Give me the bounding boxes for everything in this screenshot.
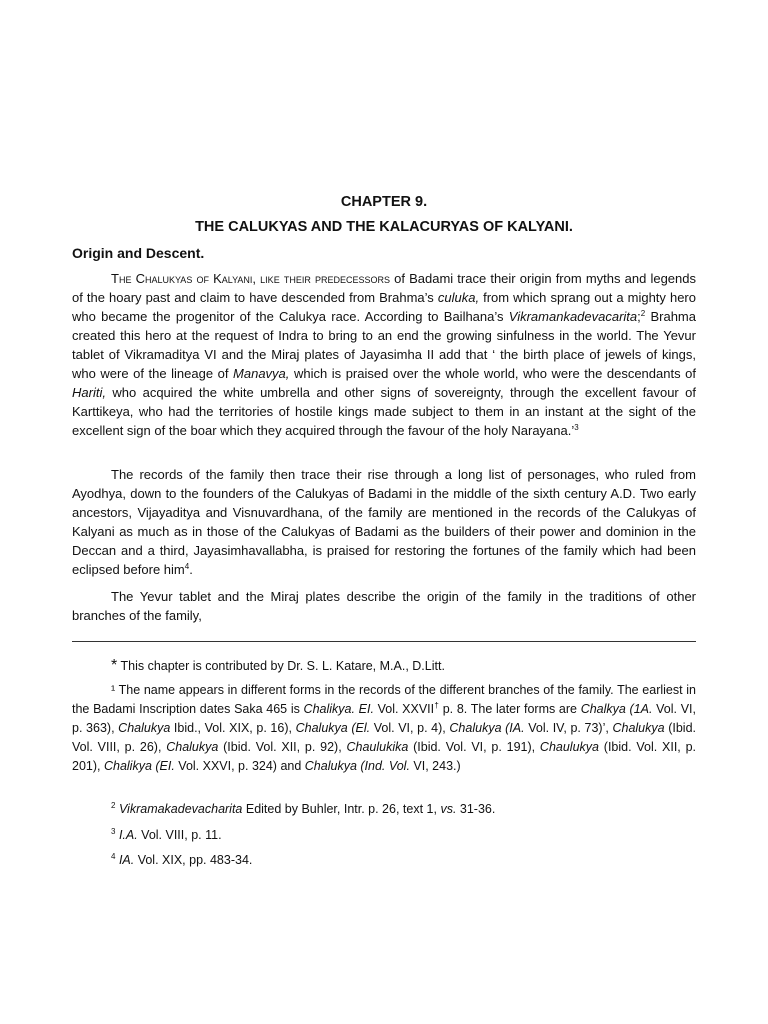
- italic-cite: Chalukya: [118, 721, 171, 735]
- text-run: The name appears in different forms in the records of the different branches of the family. The earliest in the Badami Inscription dates Saka 465 is: [72, 683, 696, 716]
- text-run: .: [189, 562, 193, 577]
- text-run: which is praised over the whole world, who were the descendants of: [289, 366, 696, 381]
- italic-cite: Chalukya: [612, 721, 665, 735]
- footnote-2: [72, 800, 696, 819]
- italic-cite: Chalukya (El.: [295, 721, 371, 735]
- text-run: from which sprang out a mighty hero who became the progenitor of the Calukya race. According to Bailhana’s: [72, 290, 696, 324]
- paragraph-rise: [72, 465, 696, 579]
- footnote-1: [72, 681, 696, 776]
- text-run: ;: [637, 309, 641, 324]
- paragraph-origin: [72, 269, 696, 440]
- italic-title: Vikramankadevacarita: [508, 309, 638, 324]
- italic-cite: Chalikya. EI.: [303, 702, 374, 716]
- text-run: (Ibid. Vol. VIII, p. 26),: [72, 721, 697, 754]
- italic-cite: Vikramakadevacharita: [118, 802, 243, 816]
- footnote-mark: 2: [111, 801, 116, 810]
- text-run: Vol. VIII, p. 11.: [137, 828, 222, 842]
- chapter-number: CHAPTER 9.: [340, 194, 428, 210]
- italic-cite: Chalukya (IA.: [449, 721, 525, 735]
- italic-cite: IA.: [118, 853, 135, 867]
- italic-cite: Chalikya (EI.: [103, 759, 175, 773]
- text-run: (Ibid. Vol. XII, p. 201),: [72, 740, 696, 773]
- footnote-4: [72, 851, 696, 870]
- text-run: Vol. XXVII: [373, 702, 435, 716]
- text-run: Vol. VI, p. 363),: [72, 702, 696, 735]
- footnote-ref: 2: [640, 309, 646, 318]
- italic-cite: Chaulukika: [346, 740, 409, 754]
- footnote-mark: *: [111, 657, 118, 674]
- footnote-ref: †: [434, 701, 440, 710]
- text-run: Vol. VI, p. 4),: [370, 721, 450, 735]
- text-run: Vol. XXVI, p. 324) and: [174, 759, 305, 773]
- text-run: (Ibid. Vol. XII, p. 92),: [218, 740, 347, 754]
- text-run: (Ibid. Vol. VI, p. 191),: [408, 740, 540, 754]
- italic-cite: Chaulukya: [539, 740, 599, 754]
- footnote-3: [72, 826, 696, 845]
- text-run: p. 8. The later forms are: [439, 702, 581, 716]
- italic-cite: Chalukya: [166, 740, 219, 754]
- footnote-mark: 4: [111, 852, 116, 861]
- text-run: The records of the family then trace their rise through a long list of personages, who ruled from Ayodhya, down to the founders of the Calukyas of Badami in the middle of the sixth century A.D. Two early ancestors, Vijayaditya and Visnuvardhana, of the family are mentioned in the records of the Calukyas of Kalyani as much as in those of the Calukyas of Badami as the builders of their power and dominion in the Deccan and a third, Jayasimhavallabha, is praised for restoring the fortunes of the family which had been eclipsed before him: [72, 467, 696, 577]
- footnote-contributor: [72, 656, 696, 676]
- footnote-mark: ¹: [111, 683, 116, 697]
- text-run: VI, 243.): [409, 759, 461, 773]
- footnote-ref: 3: [574, 423, 579, 432]
- small-caps-lead: The Chalukyas of Kalyani, like their predecessors: [111, 271, 390, 286]
- footnote-ref: 4: [184, 562, 190, 571]
- text-run: who acquired the white umbrella and other signs of sovereignty, through the excellent favour of Karttikeya, who had the territories of hostile kings made subject to them in an instant at the sight of the excellent sign of the boar which they acquired through the favour of the holy Narayana.’: [72, 385, 696, 438]
- text-run: Vol. IV, p. 73)’,: [524, 721, 613, 735]
- paragraph-traditions: The Yevur tablet and the Miraj plates describe the origin of the family in the traditions of other branches of the family,: [72, 589, 696, 623]
- text-run: Vol. XIX, pp. 483-34.: [134, 853, 253, 867]
- text-run: of Badami trace their origin from myths and legends of the hoary past and claim to have descended from Brahma’s: [72, 271, 697, 305]
- italic-cite: Chalukya (Ind. Vol.: [304, 759, 410, 773]
- text-run: Ibid., Vol. XIX, p. 16),: [170, 721, 296, 735]
- italic-term: Hariti,: [72, 385, 106, 400]
- italic-cite: Chalkya (1A.: [580, 702, 653, 716]
- footnote-mark: 3: [111, 827, 116, 836]
- footnote-divider: [72, 641, 696, 642]
- text-run: Edited by Buhler, Intr. p. 26, text 1,: [242, 802, 441, 816]
- text-run: Brahma created this hero at the request of Indra to bring to an end the growing sinfulness in the world. The Yevur tablet of Vikramaditya VI and the Miraj plates of Jayasimha II add that ‘ the birth place of jewels of kings, who were of the lineage of: [72, 309, 696, 381]
- italic-term: culuka,: [437, 290, 480, 305]
- italic-term: Manavya,: [233, 366, 290, 381]
- chapter-title: THE CALUKYAS AND THE KALACURYAS OF KALYANI.: [195, 219, 573, 235]
- text-run: 31-36.: [456, 802, 496, 816]
- footnote-text: This chapter is contributed by Dr. S. L. Katare, M.A., D.Litt.: [117, 659, 445, 673]
- italic-cite: vs.: [440, 802, 457, 816]
- italic-cite: I.A.: [118, 828, 138, 842]
- section-heading: Origin and Descent.: [72, 245, 205, 261]
